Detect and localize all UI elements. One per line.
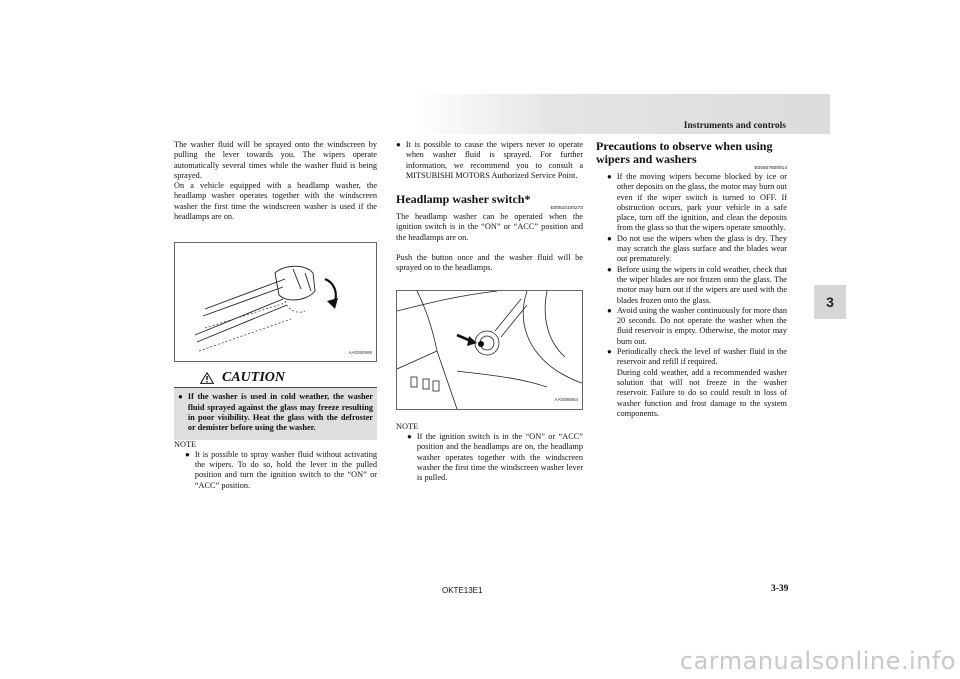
chapter-tab[interactable]: 3 [814,285,846,319]
note-text: It is possible to spray washer fluid without activating the wipers. To do so, hold the lever in the pulled position and turn the ignition switch to the “ON” or “ACC” position. [194,449,377,490]
column-middle [396,140,583,483]
list-item-text-extra: During cold weather, add a recommended washer solution that will not freeze in the washer reservoir. Failure to do so could result in loss of washer function and frost damage to the system components. [616,367,787,418]
document-code: OKTE13E1 [442,586,483,595]
list-item [596,347,787,419]
bullet-icon: ● [607,233,612,243]
paragraph: The headlamp washer can be operated when the ignition switch is in the “ON” or “ACC” position and the headlamps are on. [396,212,583,242]
paragraph: The washer fluid will be sprayed onto the windscreen by pulling the lever towards you. The wipers operate automatically several times while the washer fluid is being sprayed. [174,140,377,180]
wiper-lever-illustration [175,243,376,361]
bullet-icon: ● [407,431,412,441]
section-heading: Precautions to observe when using wipers and washers [596,139,773,166]
list-item [596,306,787,347]
paragraph: Push the button once and the washer fluid will be sprayed on to the headlamps. [396,253,583,273]
note-item [396,432,583,483]
note-label: NOTE [174,439,197,449]
bullet-icon: ● [185,449,190,459]
column-right [596,140,787,419]
bullet-icon: ● [396,140,401,149]
list-item [596,234,787,265]
list-item-text-main: Periodically check the level of washer fluid in the reservoir and refill if required. [616,347,787,367]
list-item-text: Do not use the wipers when the glass is dry. They may scratch the glass surface and the blades wear out prematurely. [616,233,787,264]
page-number: 3-39 [771,584,789,594]
list-item-text: Before using the wipers in cold weather, check that the wiper blades are not frozen onto the glass. The motor may burn out if the wipers are used with the blades frozen onto the glass. [616,264,787,305]
list-item-text: Avoid using the washer continuously for more than 20 seconds. Do not operate the washer when the fluid reservoir is empty. Otherwise, the motor may burn out. [616,305,787,346]
figure-code: AA0050999 [348,350,372,356]
caution-header [174,368,377,388]
list-item-text [617,347,787,419]
section-heading: Headlamp washer switch* [396,192,531,207]
list-item [596,172,787,234]
dashboard-illustration [397,291,582,409]
watermark[interactable]: carmanualsonline.info [679,647,956,675]
note-text: If the ignition switch is in the “ON” or “ACC” position and the headlamps are on, the headlamp washer operates together with the windscreen washer the first time the windscreen washer lever is pulled. [416,431,583,483]
wiper-lever-figure [174,242,377,362]
running-header: Instruments and controls [683,121,786,131]
bullet-icon: ● [607,305,612,315]
list-item-text: If the moving wipers become blocked by ice or other deposits on the glass, the motor may burn out even if the wiper switch is turned to OFF. If obstruction occurs, park your vehicle in a safe place, turn off the ignition, and clean the deposits from the glass so that the wipers operate smoothly. [616,172,787,233]
paragraph: On a vehicle equipped with a headlamp washer, the headlamp washer operates together with the windscreen washer the first time the windscreen washer is used if the headlamps are on. [174,181,377,222]
caution-title: CAUTION [222,370,286,386]
note-label: NOTE [396,421,419,431]
list-item [396,140,583,181]
column-left [174,140,377,491]
list-item [596,265,787,306]
bullet-icon: ● [178,392,183,402]
note-item [174,450,377,491]
section-code: E00507600014 [754,166,787,171]
caution-box [174,368,377,439]
list-item-text: It is possible to cause the wipers never to operate when washer fluid is sprayed. For further information, we recommend you to consult a MITSUBISHI MOTORS Authorized Service Point. [405,140,583,180]
section-code: E00510100273 [550,206,583,212]
caution-text: If the washer is used in cold weather, the washer fluid sprayed against the glass may freeze resulting in poor visibility. Heat the glass with the defroster or demister before using the washer. [187,392,373,433]
bullet-icon: ● [607,264,612,274]
warning-triangle-icon [200,372,214,384]
headlamp-switch-figure [396,290,583,410]
bullet-icon: ● [607,347,612,357]
bullet-icon: ● [607,172,612,181]
figure-code: AA0088864 [554,397,578,403]
caution-item [174,388,377,433]
